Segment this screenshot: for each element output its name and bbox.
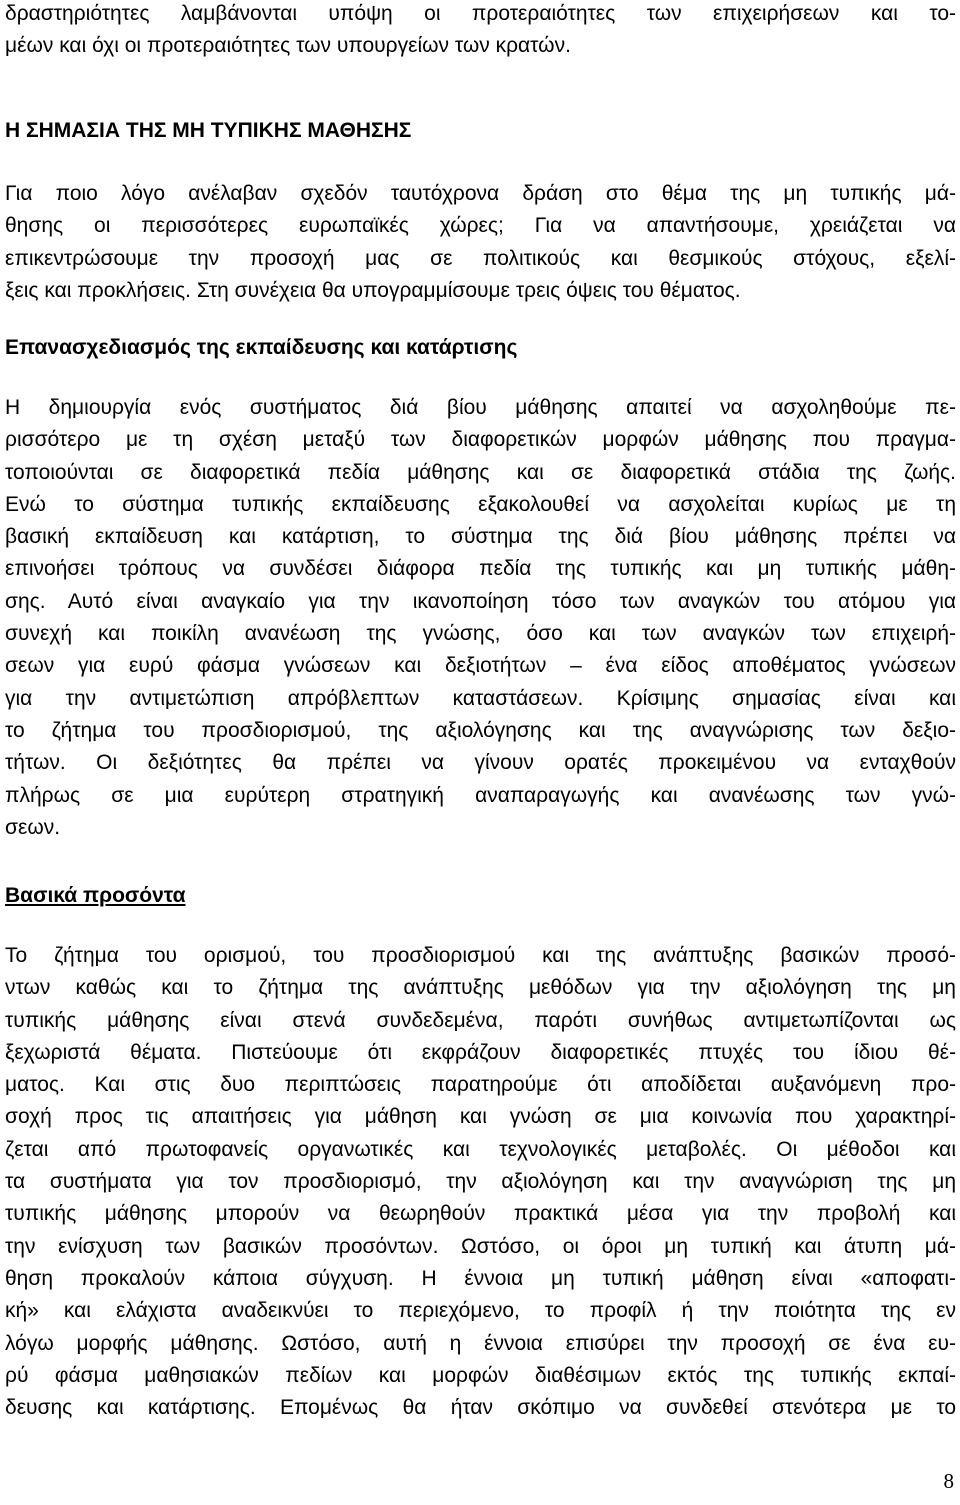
text-line: τοποιούνται σε διαφορετικά πεδία μάθησης και σε διαφορετικά στάδια της ζωής. <box>5 460 956 484</box>
text-line: το ζήτημα του προσδιορισμού, της αξιολόγησης και της αναγνώρισης των δεξιο- <box>5 718 956 742</box>
text-line: σης. Αυτό είναι αναγκαίο για την ικανοποίηση τόσο των αναγκών του ατόμου για <box>5 589 956 613</box>
text-line: ξεις και προκλήσεις. Στη συνέχεια θα υπογραμμίσουμε τρεις όψεις του θέματος. <box>5 278 741 302</box>
redesign-paragraph <box>5 392 956 844</box>
text-line: βασική εκπαίδευση και κατάρτιση, το σύστημα της διά βίου μάθησης πρέπει να <box>5 525 956 549</box>
text-line: σεων. <box>5 815 61 839</box>
text-line: Η δημιουργία ενός συστήματος διά βίου μάθησης απαιτεί να ασχοληθούμε πε- <box>5 396 956 419</box>
text-line: την ενίσχυση των βασικών προσόντων. Ωστόσο, οι όροι μη τυπική και άτυπη μά- <box>5 1234 956 1258</box>
text-line: δραστηριότητες λαμβάνονται υπόψη οι προτεραιότητες των επιχειρήσεων και το- <box>5 2 956 25</box>
text-line: ρισσότερο με τη σχέση μεταξύ των διαφορετικών μορφών μάθησης που πραγμα- <box>5 428 956 452</box>
text-line: Ενώ το σύστημα τυπικής εκπαίδευσης εξακολουθεί να ασχολείται κυρίως με τη <box>5 492 956 516</box>
text-line: ματος. Και στις δυο περιπτώσεις παρατηρούμε ότι αποδίδεται αυξανόμενη προ- <box>5 1073 956 1097</box>
text-line: δευσης και κατάρτισης. Επομένως θα ήταν σκόπιμο να συνδεθεί στενότερα με το <box>5 1396 956 1420</box>
text-line: κή» και ελάχιστα αναδεικνύει το περιεχόμενο, το προφίλ ή την ποιότητα της εν <box>5 1299 956 1323</box>
text-line: θηση προκαλούν κάποια σύγχυση. Η έννοια μη τυπική μάθηση είναι «αποφατι- <box>5 1266 956 1290</box>
text-line: ξεχωριστά θέματα. Πιστεύουμε ότι εκφράζουν διαφορετικές πτυχές του ίδιου θέ- <box>5 1040 956 1064</box>
text-line: συνεχή και ποικίλη ανανέωση της γνώσης, όσο και των αναγκών των επιχειρή- <box>5 622 956 646</box>
text-line: επικεντρώσουμε την προσοχή μας σε πολιτικούς και θεσμικούς στόχους, εξελί- <box>5 246 956 270</box>
text-line: ζεται από πρωτοφανείς οργανωτικές και τεχνολογικές μεταβολές. Οι μέθοδοι και <box>5 1137 956 1161</box>
text-line: ρύ φάσμα μαθησιακών πεδίων και μορφών διαθέσιμων εκτός της τυπικής εκπαί- <box>5 1363 956 1387</box>
key-skills-paragraph <box>5 940 956 1424</box>
text-line: τυπικής μάθησης μπορούν να θεωρηθούν πρακτικά μέσα για την προβολή και <box>5 1202 956 1226</box>
text-line: Για ποιο λόγο ανέλαβαν σχεδόν ταυτόχρονα δράση στο θέμα της μη τυπικής μά- <box>5 182 956 205</box>
text-line: σοχή προς τις απαιτήσεις για μάθηση και γνώση σε μια κοινωνία που χαρακτηρί- <box>5 1105 956 1129</box>
subsection-title-key-skills: Βασικά προσόντα <box>5 884 186 907</box>
text-line: τυπικής μάθησης είναι στενά συνδεδεμένα, παρότι συνήθως αντιμετωπίζονται ως <box>5 1008 956 1032</box>
section-paragraph <box>5 178 956 307</box>
text-line: μέων και όχι οι προτεραιότητες των υπουργείων των κρατών. <box>5 34 571 58</box>
text-line: πλήρως σε μια ευρύτερη στρατηγική αναπαραγωγής και ανανέωσης των γνώ- <box>5 783 956 807</box>
text-line: Το ζήτημα του ορισμού, του προσδιορισμού και της ανάπτυξης βασικών προσό- <box>5 944 956 967</box>
page-number: 8 <box>943 1469 954 1493</box>
text-line: θησης οι περισσότερες ευρωπαϊκές χώρες; Για να απαντήσουμε, χρειάζεται να <box>5 214 956 238</box>
text-line: για την αντιμετώπιση απρόβλεπτων καταστάσεων. Κρίσιμης σημασίας είναι και <box>5 686 956 710</box>
text-line: επινοήσει τρόπους να συνδέσει διάφορα πεδία της τυπικής και μη τυπικής μάθη- <box>5 557 956 581</box>
text-line: ντων καθώς και το ζήτημα της ανάπτυξης μεθόδων για την αξιολόγηση της μη <box>5 976 956 1000</box>
text-line: τήτων. Οι δεξιότητες θα πρέπει να γίνουν ορατές προκειμένου να ενταχθούν <box>5 751 956 775</box>
text-line: λόγω μορφής μάθησης. Ωστόσο, αυτή η έννοια επισύρει την προσοχή σε ένα ευ- <box>5 1331 956 1355</box>
subsection-title-redesign: Επανασχεδιασμός της εκπαίδευσης και κατάρτισης <box>5 336 518 359</box>
text-line: σεων για ευρύ φάσμα γνώσεων και δεξιοτήτων – ένα είδος αποθέματος γνώσεων <box>5 654 956 678</box>
intro-paragraph <box>5 0 956 63</box>
text-line: τα συστήματα για τον προσδιορισμό, την αξιολόγηση και την αναγνώριση της μη <box>5 1170 956 1194</box>
section-title: Η ΣΗΜΑΣΙΑ ΤΗΣ ΜΗ ΤΥΠΙΚΗΣ ΜΑΘΗΣΗΣ <box>5 119 412 142</box>
